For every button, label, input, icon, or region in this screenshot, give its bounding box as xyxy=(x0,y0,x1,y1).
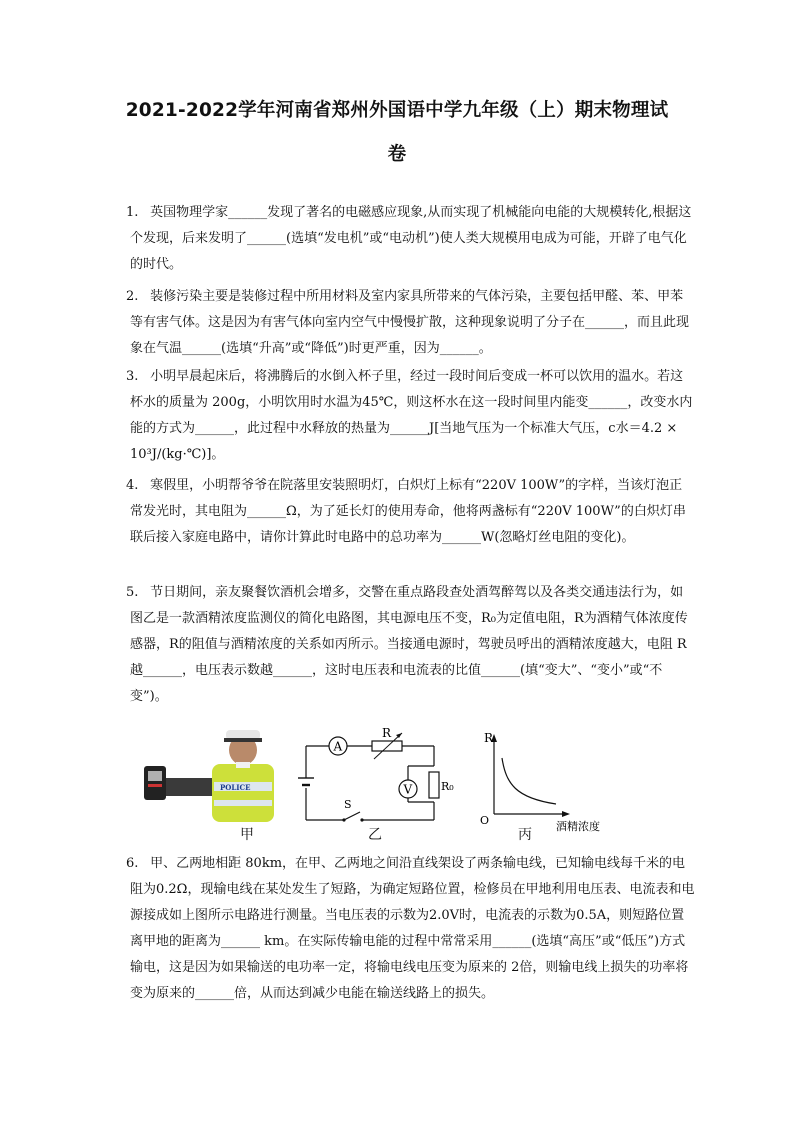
question-4 xyxy=(126,473,695,551)
question-text: 甲、乙两地相距 80km，在甲、乙两地之间沿直线架设了两条输电线，已知输电线每千米的电阻为0.2Ω，现输电线在某处发生了短路，为确定短路位置，检修员在甲地利用电压表、电流表和电源接成如上图所示电路进行测量。当电压表的示数为2.0V时，电流表的示数为0.5A，则短路位置离甲地的距离为______ km。在实际传输电能的过程中常常采用______(选填“高压”或“低压”)方式输电，这是因为如果输送的电功率一定，将输电线电压变为原来的 2倍，则输电线上损失的功率将变为原来的______倍，从而达到减少电能在输送线路上的损失。 xyxy=(130,856,695,1001)
voltmeter-label: V xyxy=(403,782,413,797)
question-text: 小明早晨起床后，将沸腾后的水倒入杯子里，经过一段时间后变成一杯可以饮用的温水。若这杯水的质量为 200g，小明饮用时水温为45℃，则这杯水在这一段时间里内能变______，改变水内能的方式为______，此过程中水释放的热量为______J[当地气压为一个标准大气压，c水＝4.2 × 10³J/(kg·℃)]。 xyxy=(130,369,693,462)
question-text: 英国物理学家______发现了著名的电磁感应现象,从而实现了机械能向电能的大规模转化,根据这个发现，后来发明了______(选填“发电机”或“电动机”)使人类大规模用电成为可能，开辟了电气化的时代。 xyxy=(130,205,692,272)
figure-jia-caption: 甲 xyxy=(240,827,254,843)
question-number: 5. xyxy=(126,585,139,600)
question-number: 1. xyxy=(126,205,139,220)
question-number: 2. xyxy=(126,289,139,304)
question-number: 4. xyxy=(126,478,139,493)
sensor-label: R xyxy=(382,726,392,740)
vest-label: POLICE xyxy=(220,783,251,792)
switch-icon xyxy=(344,812,360,820)
exam-title-line1: 2021-2022学年河南省郑州外国语中学九年级（上）期末物理试 xyxy=(125,100,669,121)
question-2 xyxy=(126,284,695,362)
question-1 xyxy=(126,200,695,278)
graph-origin: O xyxy=(480,814,490,827)
graph-xlabel: 酒精浓度 xyxy=(556,820,600,833)
question-3 xyxy=(126,364,695,468)
resistance-curve xyxy=(502,758,556,804)
fixed-resistor-label: R₀ xyxy=(441,780,454,793)
circuit-diagram xyxy=(296,726,454,826)
question-text: 装修污染主要是装修过程中所用材料及室内家具所带来的气体污染，主要包括甲醛、苯、甲苯等有害气体。这是因为有害气体向室内空气中慢慢扩散，这种现象说明了分子在______，而且此现象在气温______(选填“升高”或“降低”)时更严重，因为______。 xyxy=(130,289,690,356)
exam-title-line2: 卷 xyxy=(387,144,407,165)
sensor-resistor-icon xyxy=(372,741,402,751)
police-officer-photo xyxy=(140,726,275,822)
ammeter-label: A xyxy=(333,739,343,754)
question-text: 寒假里，小明帮爷爷在院落里安装照明灯，白炽灯上标有“220V 100W”的字样，当该灯泡正常发光时，其电阻为______Ω，为了延长灯的使用寿命，他将两盏标有“220V 100W”的白炽灯串联后接入家庭电路中，请你计算此时电路中的总功率为______W(忽略灯丝电阻的变化)。 xyxy=(130,478,686,545)
switch-label: S xyxy=(344,798,352,811)
question-number: 3. xyxy=(126,369,139,384)
question-text: 节日期间，亲友聚餐饮酒机会增多，交警在重点路段查处酒驾醉驾以及各类交通违法行为，如图乙是一款酒精浓度监测仪的简化电路图，其电源电压不变，R₀为定值电阻，R为酒精气体浓度传感器，R的阻值与酒精浓度的关系如丙所示。当接通电源时，驾驶员呼出的酒精浓度越大，电阻 R越______，电压表示数越______，这时电压表和电流表的比值______(填“变大”、“变小”或“不变”)。 xyxy=(130,585,688,704)
graph-ylabel: R xyxy=(484,731,494,745)
resistance-concentration-graph xyxy=(476,726,616,836)
question-number: 6. xyxy=(126,856,139,871)
fixed-resistor-icon xyxy=(429,772,439,798)
figure-yi-caption: 乙 xyxy=(368,827,382,843)
question-6 xyxy=(126,851,695,1007)
question-5 xyxy=(126,580,695,710)
figure-bing-caption: 丙 xyxy=(518,827,532,843)
